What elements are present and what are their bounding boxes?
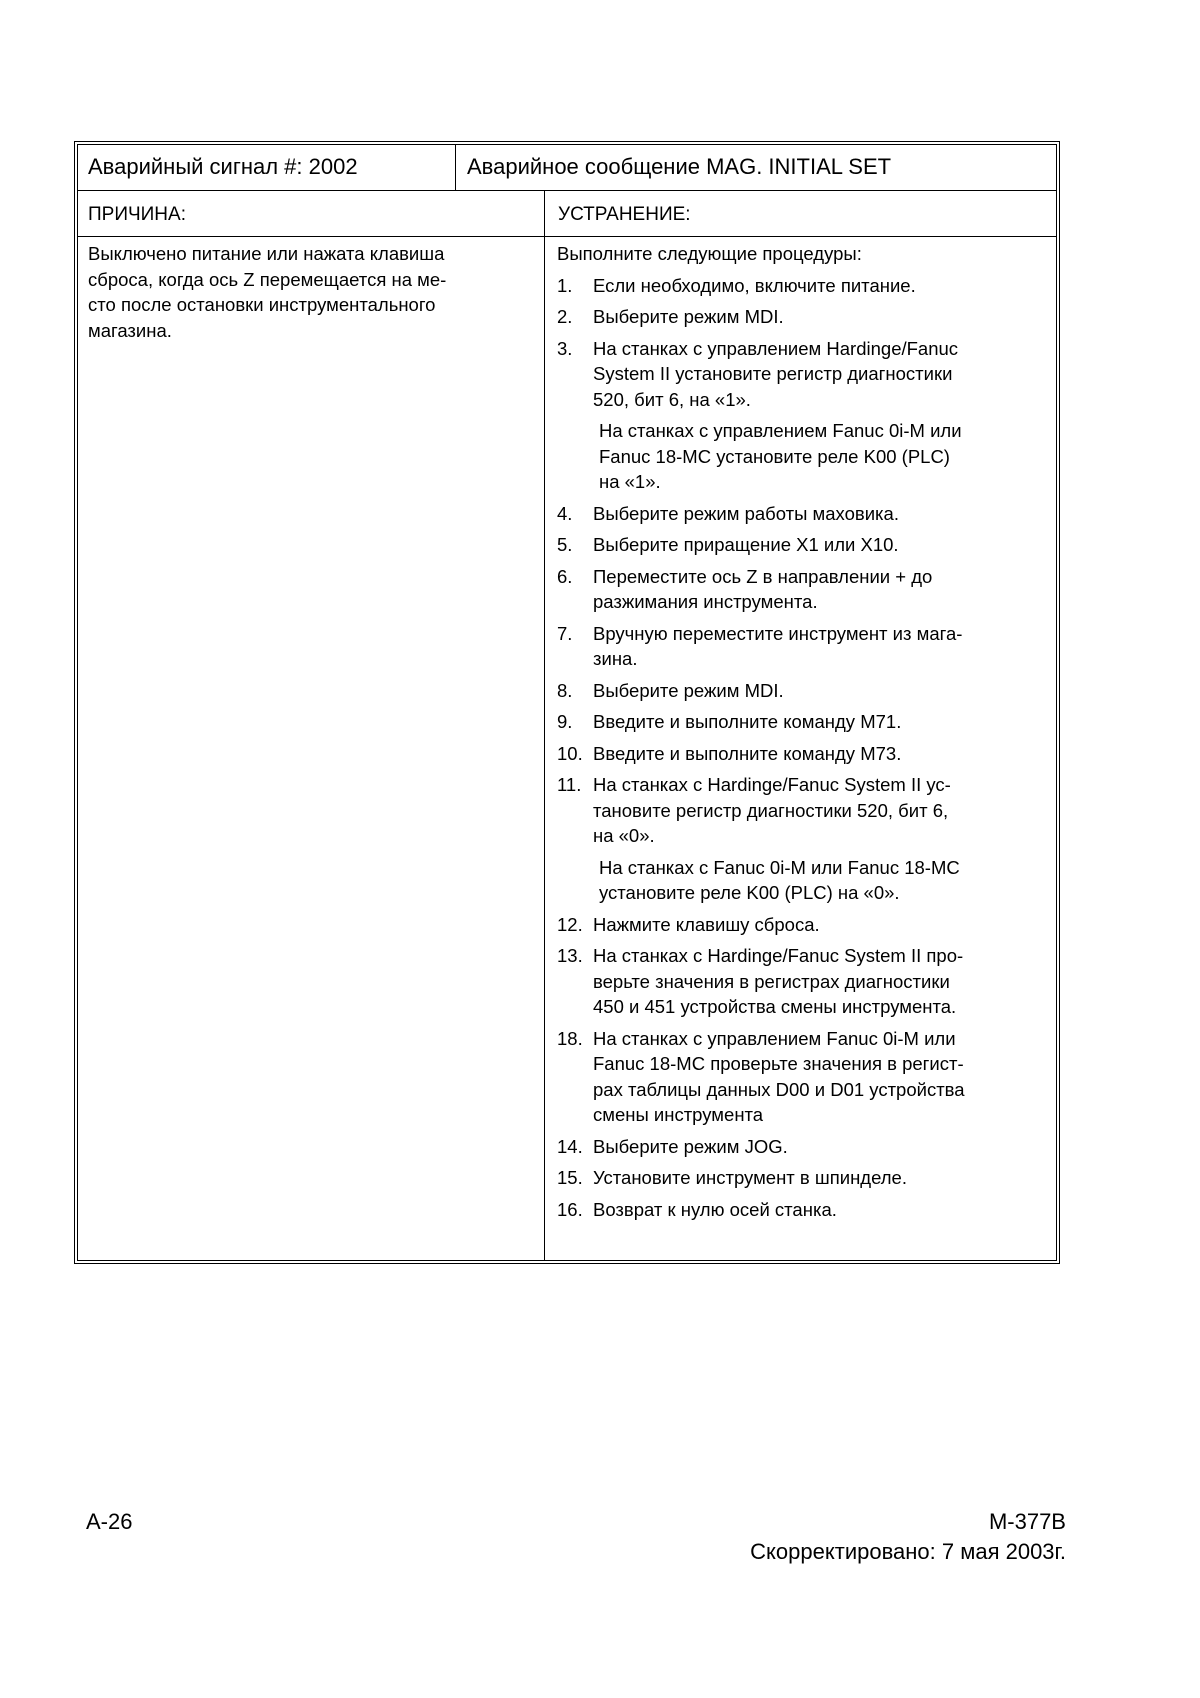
step-line: System II установите регистр диагностики	[593, 363, 953, 384]
column-labels-row	[78, 191, 1056, 237]
remedy-step	[557, 943, 1047, 1020]
remedy-step	[557, 273, 1047, 299]
step-line: Введите и выполните команду M73.	[593, 742, 902, 764]
cause-line: Выключено питание или нажата клавиша	[88, 243, 445, 264]
remedy-label: УСТРАНЕНИЕ:	[558, 204, 691, 225]
remedy-step	[557, 772, 1047, 849]
step-number: 10.	[557, 742, 583, 764]
step-line: тановите регистр диагностики 520, бит 6,	[593, 799, 949, 821]
remedy-procedure	[557, 241, 1047, 1228]
step-line: Выберите режим MDI.	[593, 306, 784, 327]
remedy-intro: Выполните следующие процедуры:	[557, 243, 862, 264]
page-number: A-26	[86, 1509, 133, 1534]
step-line: зина.	[593, 648, 638, 669]
remedy-step	[557, 1134, 1047, 1160]
step-number: 4.	[557, 502, 573, 524]
remedy-step	[557, 336, 1047, 413]
step-line: рах таблицы данных D00 и D01 устройства	[593, 1078, 965, 1100]
step-line: на «1».	[599, 471, 661, 492]
step-line: На станках с управлением Fanuc 0i-M или	[593, 1027, 956, 1049]
remedy-step	[557, 501, 1047, 527]
alarm-message: Аварийное сообщение MAG. INITIAL SET	[467, 154, 892, 179]
step-line: На станках с Hardinge/Fanuc System II про-	[593, 945, 964, 966]
cause-text	[88, 241, 538, 343]
step-number: 1.	[557, 274, 573, 296]
remedy-step	[557, 678, 1047, 704]
alarm-header-row	[78, 145, 1056, 191]
step-line: смены инструмента	[593, 1104, 764, 1125]
step-line: Если необходимо, включите питание.	[593, 274, 916, 296]
step-line: Нажмите клавишу сброса.	[593, 913, 820, 935]
step-number: 15.	[557, 1167, 583, 1188]
remedy-note	[557, 418, 1047, 495]
remedy-step	[557, 304, 1047, 330]
step-number: 11.	[557, 774, 582, 795]
step-line: разжимания инструмента.	[593, 591, 818, 612]
step-number: 14.	[557, 1135, 583, 1157]
column-divider	[544, 191, 545, 1260]
remedy-step	[557, 564, 1047, 615]
cause-line: сто после остановки инструментального	[88, 294, 436, 315]
remedy-note	[557, 855, 1047, 906]
remedy-step	[557, 1026, 1047, 1128]
remedy-step	[557, 532, 1047, 558]
step-line: Установите инструмент в шпинделе.	[593, 1167, 907, 1188]
step-line: установите реле K00 (PLC) на «0».	[599, 882, 900, 903]
document-number: M-377B	[988, 1509, 1066, 1534]
step-line: Возврат к нулю осей станка.	[593, 1198, 837, 1220]
remedy-step	[557, 621, 1047, 672]
cause-line: магазина.	[88, 319, 172, 341]
step-line: Выберите режим JOG.	[593, 1135, 788, 1157]
step-line: верьте значения в регистрах диагностики	[593, 970, 950, 992]
step-line: Вручную переместите инструмент из мага-	[593, 622, 963, 644]
step-number: 6.	[557, 565, 573, 587]
step-number: 5.	[557, 534, 573, 555]
remedy-step	[557, 741, 1047, 767]
step-number: 7.	[557, 622, 573, 644]
step-number: 18.	[557, 1027, 583, 1049]
step-number: 8.	[557, 679, 573, 701]
step-line: Выберите режим MDI.	[593, 679, 784, 701]
alarm-number: Аварийный сигнал #: 2002	[78, 145, 456, 190]
step-line: 450 и 451 устройства смены инструмента.	[593, 996, 957, 1017]
revision-date: Скорректировано: 7 мая 2003г.	[750, 1539, 1066, 1564]
step-number: 12.	[557, 913, 583, 935]
step-number: 13.	[557, 945, 583, 966]
step-line: Переместите ось Z в направлении + до	[593, 565, 933, 587]
remedy-step	[557, 912, 1047, 938]
cause-label: ПРИЧИНА:	[88, 204, 186, 225]
remedy-step	[557, 709, 1047, 735]
step-line: На станках с Hardinge/Fanuc System II ус-	[593, 774, 951, 795]
step-line: На станках с управлением Hardinge/Fanuc	[593, 337, 959, 359]
alarm-table	[74, 141, 1060, 1264]
step-line: Выберите приращение X1 или X10.	[593, 534, 899, 555]
step-line: Fanuc 18-MC проверьте значения в регист-	[593, 1053, 964, 1074]
step-number: 9.	[557, 711, 573, 732]
step-line: На станках с управлением Fanuc 0i-M или	[599, 420, 962, 441]
remedy-step	[557, 1165, 1047, 1191]
step-number: 2.	[557, 306, 573, 327]
step-line: на «0».	[593, 825, 655, 846]
step-line: 520, бит 6, на «1».	[593, 388, 751, 410]
step-line: На станках с Fanuc 0i-M или Fanuc 18-MC	[599, 856, 960, 878]
step-line: Введите и выполните команду M71.	[593, 711, 902, 732]
step-number: 3.	[557, 337, 573, 359]
remedy-steps-list	[557, 273, 1047, 1223]
step-number: 16.	[557, 1198, 583, 1220]
cause-line: сброса, когда ось Z перемещается на ме-	[88, 268, 447, 290]
step-line: Выберите режим работы маховика.	[593, 502, 899, 524]
remedy-step	[557, 1197, 1047, 1223]
step-line: Fanuc 18-MC установите реле K00 (PLC)	[599, 445, 950, 467]
